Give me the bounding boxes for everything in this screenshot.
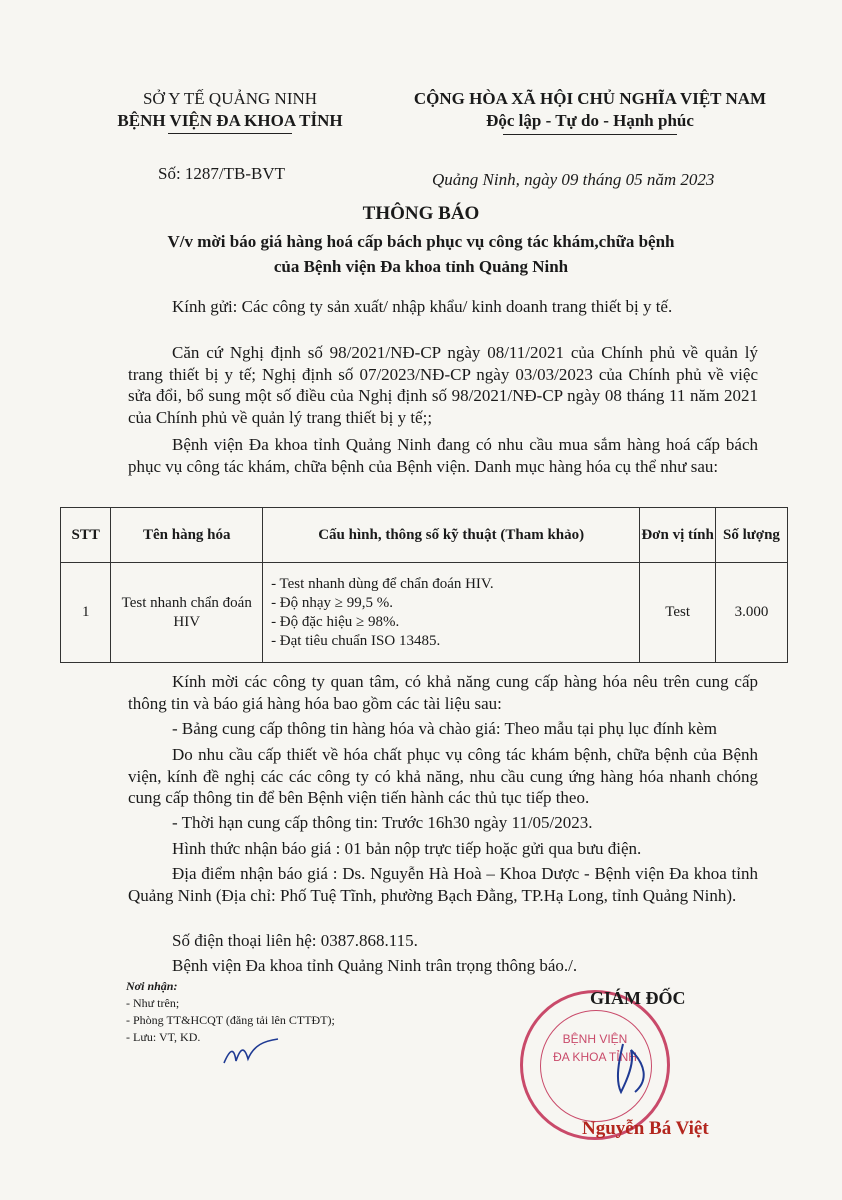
- col-qty: Số lượng: [715, 508, 787, 563]
- document-list-item: - Bảng cung cấp thông tin hàng hóa và chào giá: Theo mẫu tại phụ lục đính kèm: [172, 719, 717, 738]
- header-right: [380, 88, 800, 132]
- recipients-line-1: - Như trên;: [126, 996, 180, 1010]
- deadline-line: - Thời hạn cung cấp thông tin: Trước 16h30 ngày 11/05/2023.: [172, 813, 593, 832]
- table-header-row: [61, 508, 788, 563]
- doc-subject-line2: của Bệnh viện Đa khoa tỉnh Quảng Ninh: [273, 257, 569, 276]
- doc-title: THÔNG BÁO: [362, 203, 480, 224]
- spec-line-4: - Đạt tiêu chuẩn ISO 13485.: [271, 632, 441, 649]
- recipients-label: Nơi nhận:: [126, 979, 178, 993]
- col-spec: Cấu hình, thông số kỹ thuật (Tham khảo): [263, 508, 640, 563]
- row-qty: 3.000: [715, 563, 787, 663]
- need-paragraph: Bệnh viện Đa khoa tỉnh Quảng Ninh đang có nhu cầu mua sắm hàng hoá cấp bách phục vụ công tác khám, chữa bệnh của Bệnh viện. Danh mục hàng hóa cụ thể như sau:: [128, 435, 758, 476]
- table-row: [61, 563, 788, 663]
- col-name: Tên hàng hóa: [111, 508, 263, 563]
- hospital-name: BỆNH VIỆN ĐA KHOA TỈNH: [117, 111, 343, 130]
- col-unit: Đơn vị tính: [640, 508, 716, 563]
- spec-line-1: - Test nhanh dùng để chẩn đoán HIV.: [271, 575, 494, 592]
- motto: Độc lập - Tự do - Hạnh phúc: [486, 111, 694, 130]
- row-spec: [263, 563, 640, 663]
- legal-basis-paragraph: Căn cứ Nghị định số 98/2021/NĐ-CP ngày 08/11/2021 của Chính phủ về quản lý trang thiết bị y tế; Nghị định số 07/2023/NĐ-CP ngày 03/03/2023 của Chính phủ về việc sửa đổi, bổ sung một số điều của Nghị định số 98/2021/NĐ-CP ngày 08 tháng 11 năm 2021 của Chính phủ về quản lý trang thiết bị y tế;;: [128, 343, 758, 427]
- goods-table: [60, 507, 788, 663]
- header-left: [60, 88, 400, 132]
- signer-name: Nguyễn Bá Việt: [582, 1118, 709, 1139]
- header-left-underline: [168, 133, 292, 134]
- spec-line-3: - Độ đặc hiệu ≥ 98%.: [271, 613, 400, 630]
- signer-role: GIÁM ĐỐC: [590, 988, 686, 1008]
- nation-name: CỘNG HÒA XÃ HỘI CHỦ NGHĨA VIỆT NAM: [413, 89, 767, 108]
- submission-method-line: Hình thức nhận báo giá : 01 bản nộp trực tiếp hoặc gửi qua bưu điện.: [172, 839, 642, 858]
- urgency-paragraph: Do nhu cầu cấp thiết về hóa chất phục vụ công tác khám bệnh, chữa bệnh của Bệnh viện, kính đề nghị các các công ty có khả năng, nhu cầu cung ứng hàng hóa nhanh chóng cung cấp thông tin để bên Bệnh viện tiến hành các thủ tục tiếp theo.: [128, 745, 758, 807]
- header-right-underline: [503, 134, 677, 135]
- stamp-line-2: ĐA KHOA TỈNH: [553, 1050, 637, 1064]
- row-name: Test nhanh chẩn đoán HIV: [111, 563, 263, 663]
- spec-line-2: - Độ nhạy ≥ 99,5 %.: [271, 594, 394, 611]
- agency-name: SỞ Y TẾ QUẢNG NINH: [142, 89, 318, 108]
- row-unit: Test: [640, 563, 716, 663]
- director-signature-icon: [605, 1040, 665, 1100]
- stamp-line-1: BỆNH VIỆN: [562, 1032, 628, 1046]
- recipient-line: Kính gửi: Các công ty sản xuất/ nhập khẩu/ kinh doanh trang thiết bị y tế.: [172, 297, 673, 316]
- place-date: Quảng Ninh, ngày 09 tháng 05 năm 2023: [432, 170, 715, 189]
- invitation-paragraph: Kính mời các công ty quan tâm, có khả năng cung cấp hàng hóa nêu trên cung cấp thông tin và báo giá hàng hóa bao gồm các tài liệu sau:: [128, 672, 758, 713]
- doc-number: Số: 1287/TB-BVT: [158, 164, 286, 183]
- initials-signature-icon: [222, 1035, 282, 1070]
- recipients-line-2: - Phòng TT&HCQT (đăng tải lên CTTĐT);: [126, 1013, 335, 1027]
- col-stt: STT: [61, 508, 111, 563]
- submission-location-paragraph: Địa điểm nhận báo giá : Ds. Nguyễn Hà Hoà – Khoa Dược - Bệnh viện Đa khoa tỉnh Quảng Ninh (Địa chỉ: Phố Tuệ Tĩnh, phường Bạch Đằng, TP.Hạ Long, tỉnh Quảng Ninh).: [128, 864, 758, 905]
- closing-line: Bệnh viện Đa khoa tỉnh Quảng Ninh trân trọng thông báo./.: [172, 956, 578, 975]
- recipients-line-3: - Lưu: VT, KD.: [126, 1030, 201, 1044]
- contact-phone-line: Số điện thoại liên hệ: 0387.868.115.: [172, 931, 418, 950]
- row-stt: 1: [61, 563, 111, 663]
- doc-subject-line1: V/v mời báo giá hàng hoá cấp bách phục vụ công tác khám,chữa bệnh: [167, 232, 675, 251]
